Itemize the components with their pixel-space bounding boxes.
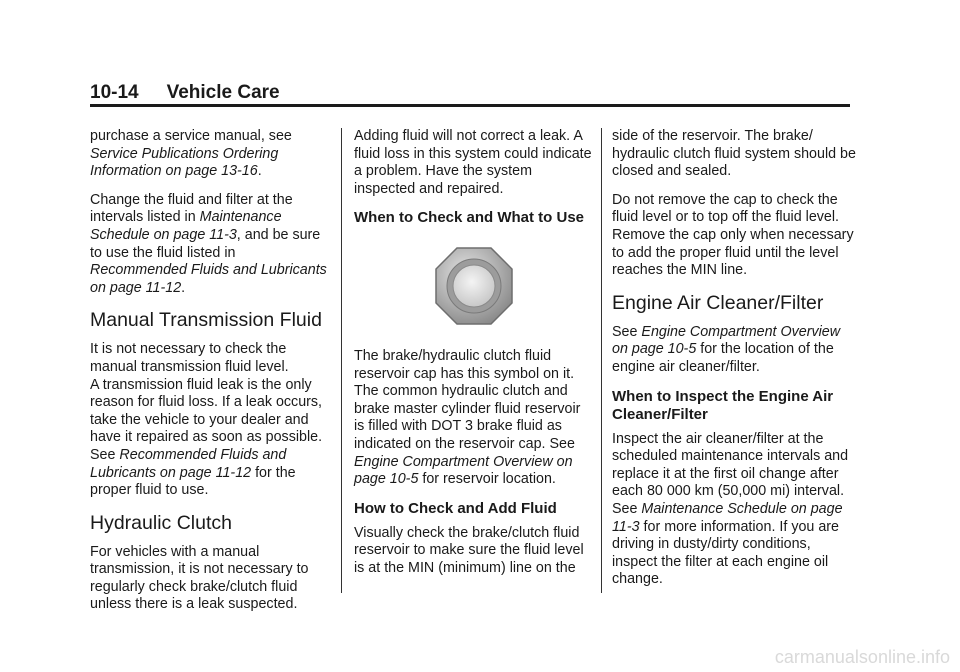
paragraph: side of the reservoir. The brake/ hydraulic clutch fluid system should be closed and sealed. [612,128,856,180]
heading-hydraulic-clutch: Hydraulic Clutch [90,511,232,534]
page-header [90,82,280,104]
octagon-ring-icon [434,246,514,326]
watermark: carmanualsonline.info [774,647,950,667]
column-divider [601,128,602,593]
paragraph: See Engine Compartment Overview on page 10-5 for the location of the engine air cleaner/filter. [612,323,841,375]
paragraph: Visually check the brake/clutch fluid reservoir to make sure the fluid level is at the MIN (minimum) line on the [354,524,584,576]
paragraph: Adding fluid will not correct a leak. A fluid loss in this system could indicate a problem. Have the system inspected and repaired. [354,128,592,197]
cross-reference-link[interactable]: Engine Compartment Overview on page 10-5 [612,323,841,358]
column-divider [341,128,342,593]
paragraph: purchase a service manual, see Service Publications Ordering Information on page 13-16. [90,128,292,180]
column-3 [612,128,857,600]
section-title: Vehicle Care [166,82,280,103]
paragraph: Do not remove the cap to check the fluid level or to top off the fluid level. Remove the cap only when necessary to add the proper fluid until the level reaches the MIN line. [612,191,854,279]
column-2 [354,128,594,589]
cross-reference-link[interactable]: Engine Compartment Overview on page 10-5 [354,453,573,488]
paragraph: It is not necessary to check the manual transmission fluid level. A transmission fluid leak is the only reason for fluid loss. If a leak occurs, take the vehicle to your dealer and have it repaired as soon as possible. See Recommended Fluids and Lubricants on page 11-12 for the proper fluid to use. [90,341,323,499]
page-number: 10-14 [90,82,139,103]
heading-manual-transmission-fluid: Manual Transmission Fluid [90,309,322,332]
paragraph: Inspect the air cleaner/filter at the scheduled maintenance intervals and replace it at the first oil change after each 80 000 km (50,000 mi) interval. See Maintenance Schedule on page 11-3 for more information. If you are driving in dusty/dirty conditions, inspect the filter at each engine oil change. [612,430,849,588]
header-rule [90,104,850,107]
reservoir-cap-symbol [354,234,594,348]
heading-how-to-check: How to Check and Add Fluid [354,499,557,517]
heading-engine-air-cleaner: Engine Air Cleaner/Filter [612,291,824,314]
heading-when-to-inspect: When to Inspect the Engine Air Cleaner/Filter [612,387,834,423]
paragraph: The brake/hydraulic clutch fluid reservoir cap has this symbol on it. The common hydraulic clutch and brake master cylinder fluid reservoir is filled with DOT 3 brake fluid as indicated on the reservoir cap. See Engine Compartment Overview on page 10-5 for reservoir location. [354,347,581,488]
cross-reference-link[interactable]: Maintenance Schedule on page 11-3 [612,500,843,535]
cross-reference-link[interactable]: Recommended Fluids and Lubricants on page 11-12 [90,262,327,296]
cross-reference-link[interactable]: Maintenance Schedule on page 11-3 [90,209,282,243]
cross-reference-link[interactable]: Recommended Fluids and Lubricants on page 11-12 [90,446,287,481]
paragraph: Change the fluid and filter at the intervals listed in Maintenance Schedule on page 11-3, and be sure to use the fluid listed in Recommended Fluids and Lubricants on page 11-12. [90,191,327,296]
cross-reference-link[interactable]: Service Publications Ordering Information on page 13-16 [90,145,279,180]
paragraph: For vehicles with a manual transmission, it is not necessary to regularly check brake/clutch fluid unless there is a leak suspected. [90,543,309,613]
column-1 [90,128,335,625]
heading-when-to-check: When to Check and What to Use [354,209,585,227]
